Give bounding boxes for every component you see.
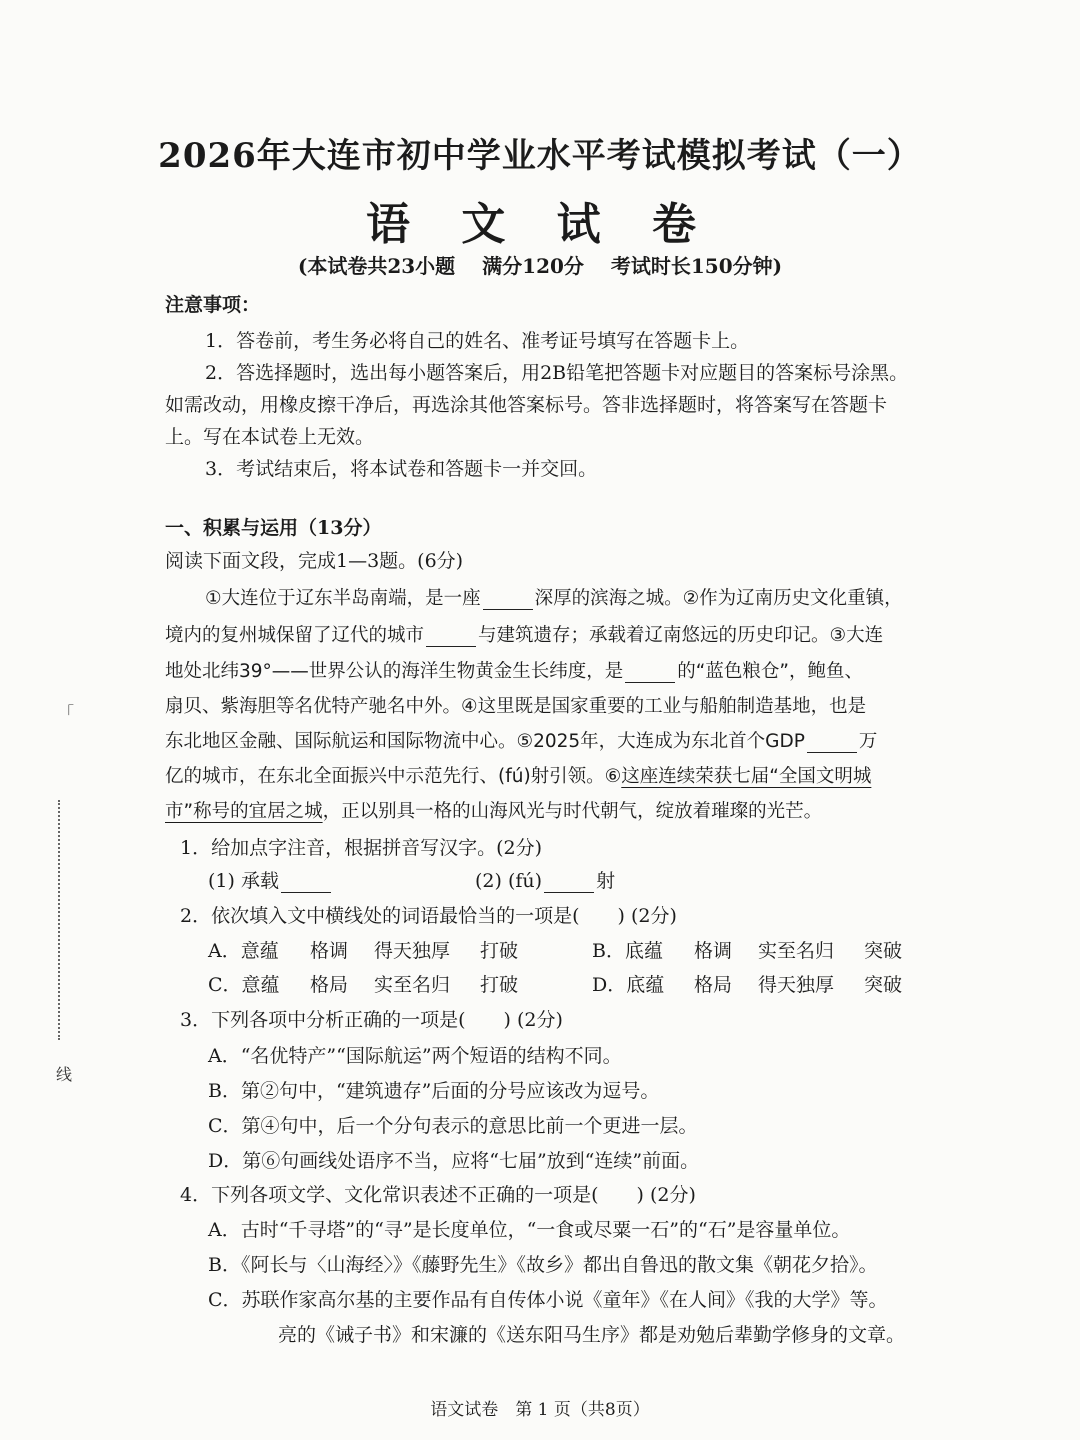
notice-heading: 注意事项： (165, 294, 261, 316)
info-score: 满分120分 (482, 254, 584, 278)
notice-item-1: 1．答卷前，考生务必将自己的姓名、准考证号填写在答题卡上。 (205, 330, 750, 352)
binding-dotted-line (58, 800, 62, 1040)
notice-item-2-line-1: 2．答选择题时，选出每小题答案后，用2B铅笔把答题卡对应题目的答案标号涂黑。 (205, 362, 909, 384)
blank-2 (426, 628, 476, 647)
info-time: 考试时长150分钟) (610, 254, 783, 278)
blank-3 (625, 664, 675, 683)
question-1-part-1: (1) 承载 (208, 866, 333, 893)
notice-item-2-line-3: 上。写在本试卷上无效。 (165, 426, 375, 448)
passage-line-7: 市”称号的宜居之城，正以别具一格的山海风光与时代朝气，绽放着璀璨的光芒。 (165, 801, 823, 822)
question-4: 4．下列各项文学、文化常识表述不正确的一项是( ) (2分) (180, 1184, 696, 1206)
q3-option-a: A．“名优特产”“国际航运”两个短语的结构不同。 (208, 1045, 622, 1067)
passage-line-6: 亿的城市，在东北全面振兴中示范先行、(fú)射引领。⑥这座连续荣获七届“全国文明城 (165, 766, 872, 787)
passage-line-3: 地处北纬39°——世界公认的海洋生物黄金生长纬度，是 的“蓝色粮仓”，鲍鱼、 (165, 661, 863, 682)
exam-info (0, 250, 1080, 279)
passage-line-4: 扇贝、紫海胆等名优特产驰名中外。④这里既是国家重要的工业与船舶制造基地，也是 (165, 696, 867, 717)
q4-option-a: A．古时“千寻塔”的“寻”是长度单位，“一食或尽粟一石”的“石”是容量单位。 (208, 1219, 851, 1241)
q2-option-b: B．底蕴 格调 实至名归 突破 (592, 940, 903, 962)
section-intro: 阅读下面文段，完成1—3题。(6分) (165, 550, 464, 572)
q2-option-c: C．意蕴 格局 实至名归 打破 (208, 974, 519, 996)
exam-title: 2026年大连市初中学业水平考试模拟考试（一） (158, 136, 922, 176)
question-3: 3．下列各项中分析正确的一项是( ) (2分) (180, 1009, 563, 1031)
answer-blank-1-2 (544, 874, 594, 893)
answer-blank-1-1 (281, 874, 331, 893)
notice-item-3: 3．考试结束后，将本试卷和答题卡一并交回。 (205, 458, 598, 480)
q3-option-c: C．第④句中，后一个分句表示的意思比前一个更进一层。 (208, 1115, 698, 1137)
page-footer: 语文试卷 第 1 页（共8页） (430, 1400, 650, 1420)
blank-1 (483, 591, 533, 610)
passage-line-5: 东北地区金融、国际航运和国际物流中心。⑤2025年，大连成为东北首个GDP 万 (165, 731, 878, 752)
margin-mark-line: 线 (56, 1065, 73, 1084)
q2-option-a: A．意蕴 格调 得天独厚 打破 (208, 940, 519, 962)
margin-mark-top: 「 (58, 703, 75, 722)
passage-line-1: ①大连位于辽东半岛南端，是一座 深厚的滨海之城。②作为辽南历史文化重镇， (205, 588, 903, 609)
q4-option-d: 亮的《诫子书》和宋濂的《送东阳马生序》都是劝勉后辈勤学修身的文章。 (278, 1324, 906, 1346)
passage-line-2: 境内的复州城保留了辽代的城市 与建筑遗存；承载着辽南悠远的历史印记。③大连 (165, 625, 884, 646)
question-2: 2．依次填入文中横线处的词语最恰当的一项是( ) (2分) (180, 905, 677, 927)
q2-option-d: D．底蕴 格局 得天独厚 突破 (592, 974, 903, 996)
info-questions: (本试卷共23小题 (297, 254, 456, 278)
q4-option-c: C．苏联作家高尔基的主要作品有自传体小说《童年》《在人间》《我的大学》等。 (208, 1289, 888, 1311)
q3-option-b: B．第②句中，“建筑遗存”后面的分号应该改为逗号。 (208, 1080, 660, 1102)
q3-option-d: D．第⑥句画线处语序不当，应将“七届”放到“连续”前面。 (208, 1150, 700, 1172)
question-1: 1．给加点字注音，根据拼音写汉字。(2分) (180, 837, 543, 859)
question-1-part-2: (2) (fú) 射 (475, 870, 616, 892)
q4-option-b: B．《阿长与〈山海经〉》《藤野先生》《故乡》都出自鲁迅的散文集《朝花夕拾》。 (208, 1254, 878, 1276)
exam-subtitle: 语 文 试 卷 (366, 199, 714, 250)
section-heading: 一、积累与运用（13分） (165, 517, 382, 539)
notice-item-2-line-2: 如需改动，用橡皮擦干净后，再选涂其他答案标号。答非选择题时，将答案写在答题卡 (165, 394, 888, 416)
blank-4 (807, 734, 857, 753)
